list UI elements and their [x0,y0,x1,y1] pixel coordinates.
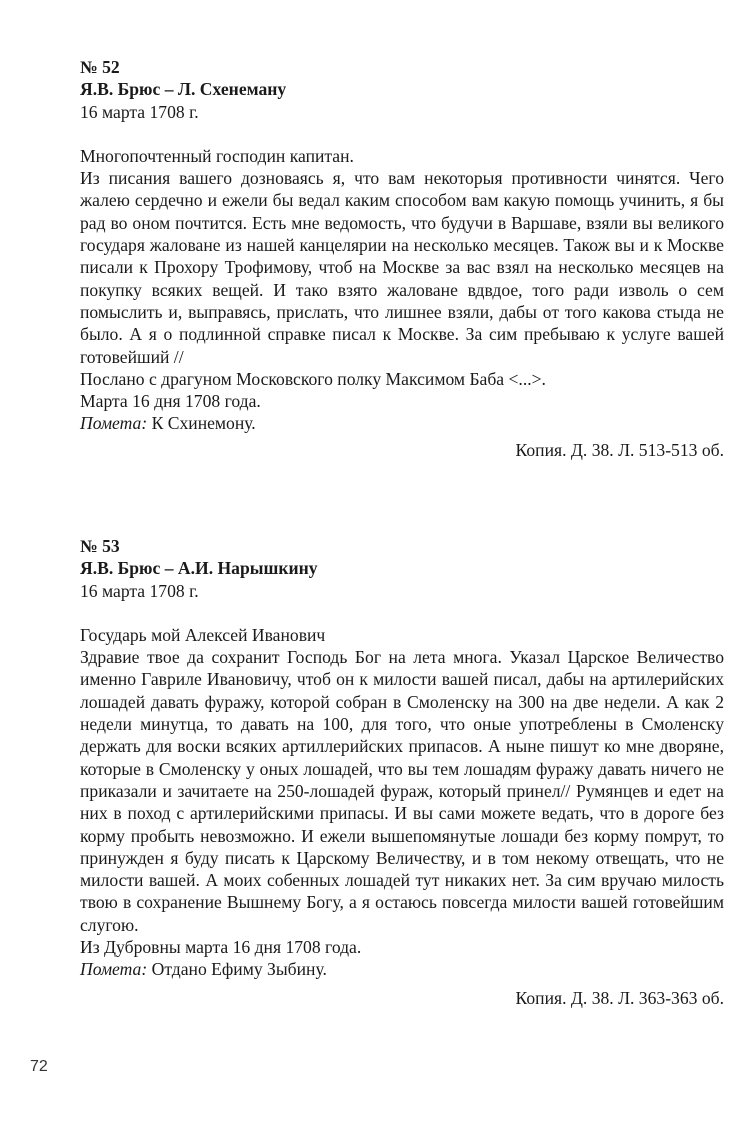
letter-body: Здравие твое да сохранит Господь Бог на лета многа. Указал Царское Величество именно Гавриле Ивановичу, чтоб он к милости вашей писал, дабы на артилерийских лошадей давать фуражу, которой собран в Смоленску на 300 на две недели. А как 2 недели минутца, то давать на 100, для того, что оные употреблены в Смоленску держать для воски всяких артиллерийских припасов. А ныне пишут ко мне дворяне, которые в Смоленску у оных лошадей, что вы тем лошадям фуражу давать ничего не приказали и зачитаете на 250-лошадей фураж, который принел// Румянцев и едет на них в поход с артилерийскими припасы. И вы сами можете ведать, что в дороге без корму пробыть невозможно. И ежели вышепомянутые лошади без корму помрут, то принужден я буду писать к Царскому Величеству, и в том некому отвещать, что не милости вашей. А моих собенных лошадей тут никаких нет. За сим вручаю милость твою в сохранение Вышнему Богу, а я остаюсь повсегда милости вашей готовейшим слугою. [80,647,724,935]
document-53 [80,535,724,1009]
doc-number: № 52 [80,57,120,77]
sent-note: Послано с драгуном Московского полку Максимом Баба <...>. [80,368,546,389]
document-52 [80,56,724,461]
doc-number: № 53 [80,536,120,556]
archive-reference: Копия. Д. 38. Л. 513-513 об. [515,439,724,460]
doc-date: 16 марта 1708 г. [80,580,199,601]
mark-label: Помета: [80,959,148,980]
mark-text: К Схинемону. [147,413,256,434]
letter-greeting: Государь мой Алексей Иванович [80,624,326,645]
mark-label: Помета: [80,413,148,434]
mark-note [80,412,724,434]
letter-body: Из писания вашего дозноваясь я, что вам некоторыя противности чинятся. Чего жалею сердечно и ежели бы ведал каким способом вам какую помощь учинить, я бы рад во оном почтится. Есть мне ведомость, что будучи в Варшаве, взяли вы великого государя жаловане из нашей канцелярии на несколько месяцев. Також вы и к Москве писали к Прохору Трофимову, чтоб на Москве за вас взял на несколько месяцев на покупку всяких вещей. И тако взято жалованe вдвдое, того ради изволь о сем помыслить и, выправясь, прислать, что лишнее взяли, дабы от того какова стыда не было. А я о подлинной справке писал к Москве. За сим пребываю к услуге вашей готовейший // [80,168,724,367]
letter-greeting: Многопочтенный господин капитан. [80,145,354,166]
archive-reference: Копия. Д. 38. Л. 363-363 об. [515,987,724,1008]
letter-date: Марта 16 дня 1708 года. [80,391,261,412]
mark-text: Отдано Ефиму Зыбину. [147,959,327,980]
page-number: 72 [30,1058,48,1075]
doc-heading: Я.В. Брюс – А.И. Нарышкину [80,558,318,579]
mark-note [80,958,724,980]
letter-date: Из Дубровны марта 16 дня 1708 года. [80,937,362,958]
doc-date: 16 марта 1708 г. [80,101,199,122]
doc-heading: Я.В. Брюс – Л. Схенеману [80,79,287,100]
